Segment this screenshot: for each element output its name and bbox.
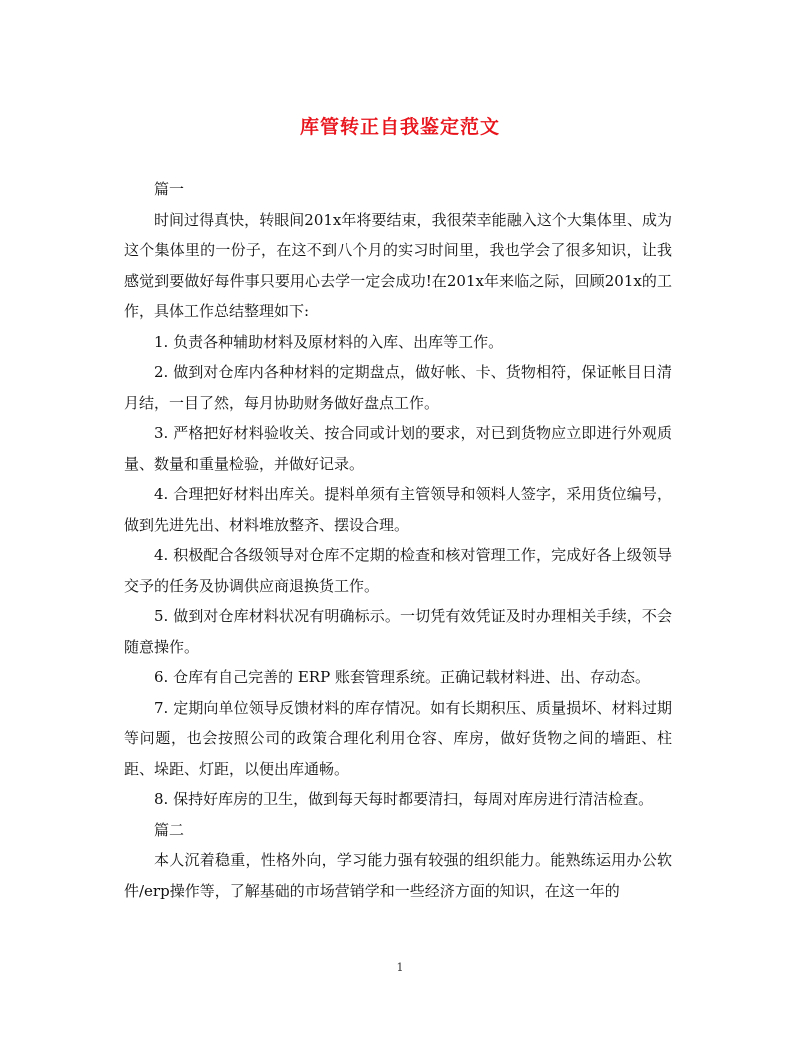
list-item-8: 8. 保持好库房的卫生，做到每天每时都要清扫，每周对库房进行清洁检查。 [154, 790, 654, 808]
section-heading-1: 篇一 [154, 180, 185, 198]
list-item-3: 3. 严格把好材料验收关、按合同或计划的要求，对已到货物应立即进行外观质量、数量和重量检验，并做好记录。 [124, 424, 672, 473]
list-item-1: 1. 负责各种辅助材料及原材料的入库、出库等工作。 [154, 332, 504, 351]
list-item-2: 2. 做到对仓库内各种材料的定期盘点，做好帐、卡、货物相符，保证帐目日清月结，一目了然，每月协助财务做好盘点工作。 [124, 363, 672, 412]
list-item-6: 6. 仓库有自己完善的 ERP 账套管理系统。正确记载材料进、出、存动态。 [154, 668, 650, 686]
list-item-7: 7. 定期向单位领导反馈材料的库存情况。如有长期积压、质量损坏、材料过期等问题，也会按照公司的政策合理化利用仓容、库房，做好货物之间的墙距、柱距、垛距、灯距，以便出库通畅。 [124, 698, 672, 778]
paragraph-part2: 本人沉着稳重，性格外向，学习能力强有较强的组织能力。能熟练运用办公软件/erp操作等，了解基础的市场营销学和一些经济方面的知识，在这一年的 [124, 851, 672, 900]
section-heading-2: 篇二 [154, 820, 185, 839]
list-item-4b: 4. 积极配合各级领导对仓库不定期的检查和核对管理工作，完成好各上级领导交予的任务及协调供应商退换货工作。 [124, 546, 672, 595]
page-number: 1 [396, 961, 404, 974]
paragraph-intro: 时间过得真快，转眼间201x年将要结束，我很荣幸能融入这个大集体里、成为这个集体里的一份子，在这不到八个月的实习时间里，我也学会了很多知识，让我感觉到要做好每件事只要用心去学一定会成功!在201x年来临之际，回顾201x的工作，具体工作总结整理如下: [124, 210, 672, 320]
document-title: 库管转正自我鉴定范文 [299, 116, 500, 138]
document-body [124, 174, 672, 906]
list-item-4a: 4. 合理把好材料出库关。提料单须有主管领导和领料人签字，采用货位编号，做到先进先出、材料堆放整齐、摆设合理。 [124, 485, 672, 534]
list-item-5: 5. 做到对仓库材料状况有明确标示。一切凭有效凭证及时办理相关手续，不会随意操作。 [124, 607, 672, 656]
